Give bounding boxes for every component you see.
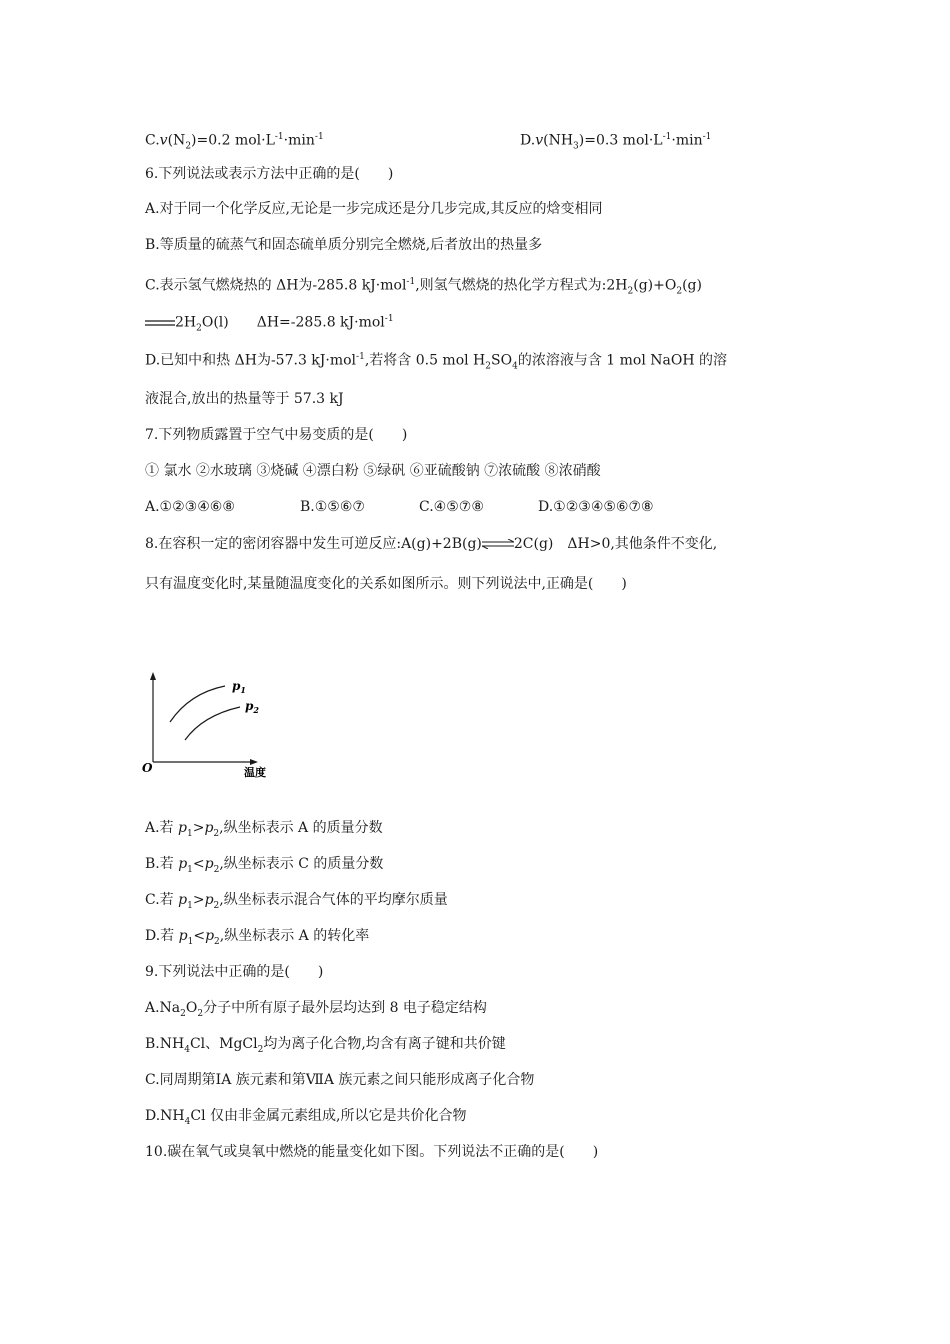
q6-option-d-cont: 液混合,放出的热量等于 57.3 kJ [145, 391, 344, 407]
reversible-arrow-icon [482, 539, 514, 549]
q5-option-c: $C.v(N_2)=0.2$ $mol\cdot L^{-1}\cdot\min^{-1}$ [145, 132, 324, 152]
q6-option-d: D.已知中和热 ΔH为-57.3 kJ·mol$^{-1}$,若将含 0.5 mol $H_2SO_4$的浓溶液与含 1 mol NaOH 的溶 [145, 352, 728, 372]
q10-stem: 10.碳在氧气或臭氧中燃烧的能量变化如下图。下列说法不正确的是( ) [145, 1144, 599, 1160]
q7-stem: 7.下列物质露置于空气中易变质的是( ) [145, 427, 408, 443]
q5-option-d: $D.v(NH_3)=0.3$ $mol\cdot L^{-1}\cdot\min^{-1}$ [520, 132, 712, 152]
q7-items: ① 氯水 ②水玻璃 ③烧碱 ④漂白粉 ⑤绿矾 ⑥亚硫酸钠 ⑦浓硫酸 ⑧浓硝酸 [145, 463, 601, 479]
q6-option-a: A.对于同一个化学反应,无论是一步完成还是分几步完成,其反应的焓变相同 [145, 201, 603, 217]
q7-option-a: A.①②③④⑥⑧ [145, 499, 235, 515]
q9-option-a: $A.Na_2O_2$分子中所有原子最外层均达到 8 电子稳定结构 [145, 1000, 487, 1019]
curve-p2 [185, 707, 240, 740]
q9-stem: 9.下列说法中正确的是( ) [145, 964, 324, 980]
q8-option-d: D.若 $p_1<p_2$,纵坐标表示 A 的转化率 [145, 928, 370, 947]
q8-option-b: B.若 $p_1<p_2$,纵坐标表示 C 的质量分数 [145, 856, 384, 875]
curve-p1-label: $p_1$ [232, 679, 246, 695]
curve-p1 [170, 686, 225, 722]
q8-option-c: C.若 $p_1>p_2$,纵坐标表示混合气体的平均摩尔质量 [145, 892, 448, 911]
q8-stem-line1: 8.在容积一定的密闭容器中发生可逆反应:A(g)+2B(g) 2C(g) ΔH>0,其他条件不变化, [145, 536, 718, 552]
q7-option-c: C.④⑤⑦⑧ [419, 499, 484, 515]
origin-label: O [142, 761, 153, 775]
q9-option-b: $B.NH_4Cl$、MgCl$_2$均为离子化合物,均含有离子键和共价键 [145, 1036, 506, 1055]
q7-option-d: D.①②③④⑤⑥⑦⑧ [538, 499, 654, 515]
q9-option-c: C.同周期第ⅠA 族元素和第ⅦA 族元素之间只能形成离子化合物 [145, 1072, 535, 1088]
x-axis-arrow-icon [250, 759, 258, 765]
x-axis-label: 温度 [244, 766, 266, 779]
q6-option-b: B.等质量的硫蒸气和固态硫单质分别完全燃烧,后者放出的热量多 [145, 237, 543, 253]
curve-p2-label: $p_2$ [245, 699, 259, 715]
q8-option-a: A.若 $p_1>p_2$,纵坐标表示 A 的质量分数 [145, 820, 383, 839]
q9-option-d: $D.NH_4Cl$ 仅由非金属元素组成,所以它是共价化合物 [145, 1108, 467, 1127]
q6-stem: 6.下列说法或表示方法中正确的是( ) [145, 166, 394, 182]
equals-arrow-icon [145, 319, 175, 327]
q6-option-c-equation: $2H_2O(l)$ ΔH=-285.8 kJ·mol$^{-1}$ [145, 309, 394, 338]
q7-option-b: B.①⑤⑥⑦ [300, 499, 365, 515]
q8-stem-line2: 只有温度变化时,某量随温度变化的关系如图所示。则下列说法中,正确是( ) [145, 576, 627, 592]
y-axis-arrow-icon [150, 672, 156, 680]
q6-option-c: C.表示氢气燃烧热的 ΔH为-285.8 kJ·mol$^{-1}$,则氢气燃烧的热化学方程式为$:2H_2(g)+O_2(g)$ [145, 277, 702, 297]
q8-graph [140, 670, 290, 785]
